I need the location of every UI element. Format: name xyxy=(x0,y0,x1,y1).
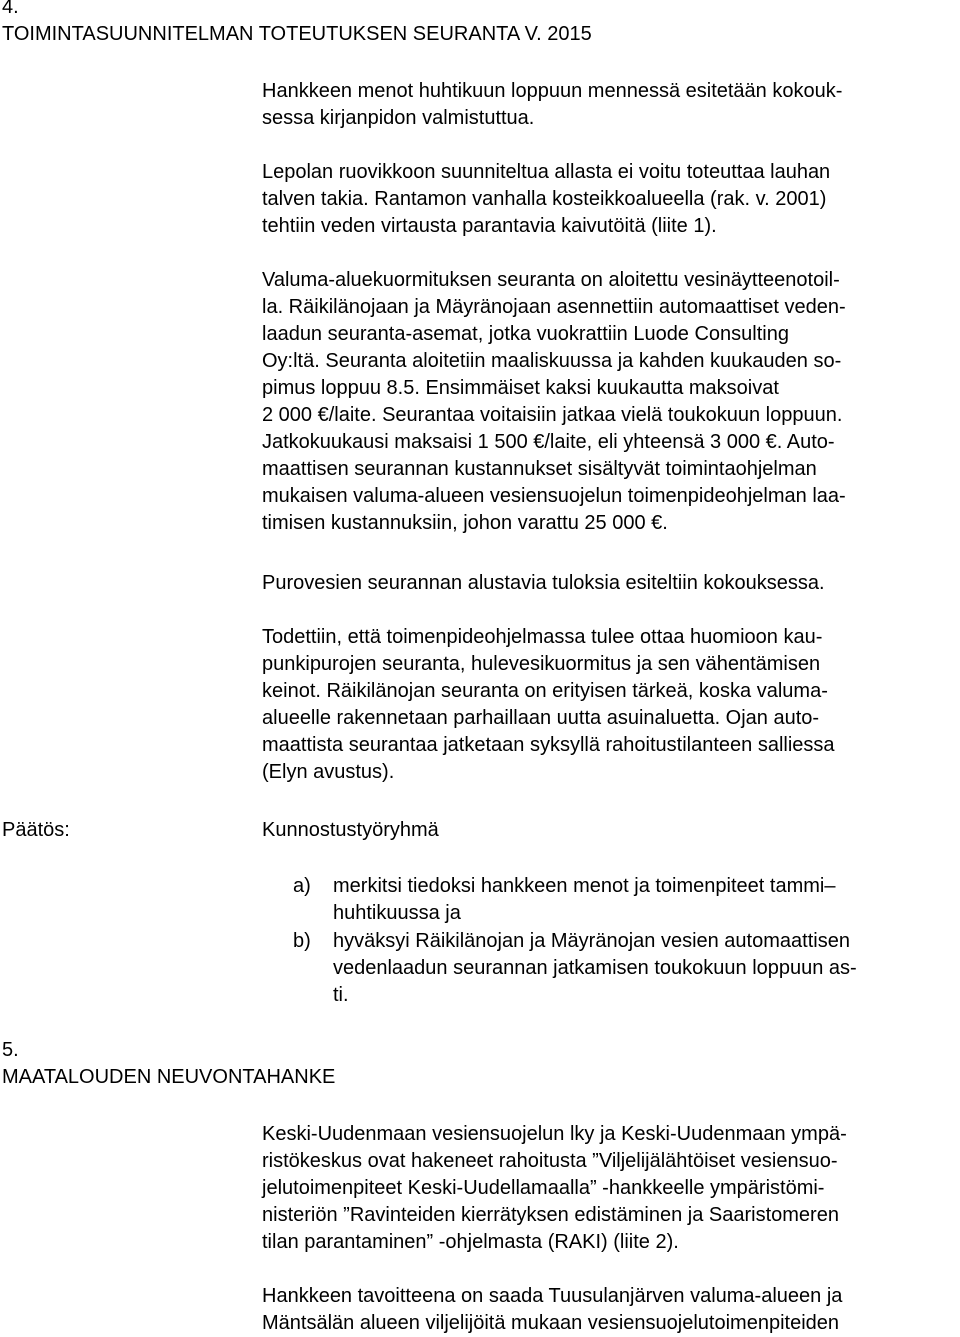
text-line: timisen kustannuksiin, johon varattu 25 000 €. xyxy=(262,512,668,534)
text-line: ti. xyxy=(333,984,349,1006)
section-5-title: MAATALOUDEN NEUVONTAHANKE xyxy=(2,1066,336,1088)
section-4-title: TOIMINTASUUNNITELMAN TOTEUTUKSEN SEURANTA V. 2015 xyxy=(2,23,592,45)
text-line: Keski-Uudenmaan vesiensuojelun lky ja Keski-Uudenmaan ympä- xyxy=(262,1123,847,1145)
list-marker: a) xyxy=(293,875,311,897)
text-line: maattista seurantaa jatketaan syksyllä rahoitustilanteen salliessa xyxy=(262,734,835,756)
text-line: tilan parantaminen” -ohjelmasta (RAKI) (liite 2). xyxy=(262,1231,679,1253)
text-line: mukaisen valuma-alueen vesiensuojelun toimenpideohjelman laa- xyxy=(262,485,846,507)
text-line: vedenlaadun seurannan jatkamisen toukokuun loppuun as- xyxy=(333,957,857,979)
list-item-text xyxy=(333,928,953,1009)
text-line: pimus loppuu 8.5. Ensimmäiset kaksi kuukautta maksoivat xyxy=(262,377,779,399)
text-line: ristökeskus ovat hakeneet rahoitusta ”Viljelijälähtöiset vesiensuo- xyxy=(262,1150,838,1172)
text-line: Todettiin, että toimenpideohjelmassa tulee ottaa huomioon kau- xyxy=(262,626,823,648)
section-4-paragraph-5 xyxy=(262,624,952,786)
section-4-paragraph-2 xyxy=(262,159,952,240)
text-line: keinot. Räikilänojan seuranta on erityisen tärkeä, koska valuma- xyxy=(262,680,828,702)
text-line: (Elyn avustus). xyxy=(262,761,395,783)
section-5-paragraph-2 xyxy=(262,1283,952,1337)
section-5-number: 5. xyxy=(2,1039,19,1061)
text-line: Lepolan ruovikkoon suunniteltua allasta ei voitu toteuttaa lauhan xyxy=(262,161,831,183)
text-line: hyväksyi Räikilänojan ja Mäyränojan vesien automaattisen xyxy=(333,930,850,952)
text-line: Oy:ltä. Seuranta aloitetiin maaliskuussa ja kahden kuukauden so- xyxy=(262,350,842,372)
text-line: Hankkeen tavoitteena on saada Tuusulanjärven valuma-alueen ja xyxy=(262,1285,843,1307)
text-line: sessa kirjanpidon valmistuttua. xyxy=(262,107,535,129)
text-line: punkipurojen seuranta, hulevesikuormitus ja sen vähentämisen xyxy=(262,653,821,675)
decision-body: Kunnostustyöryhmä xyxy=(262,819,439,841)
section-4-paragraph-4 xyxy=(262,570,952,597)
section-4-number: 4. xyxy=(2,0,19,18)
decision-label: Päätös: xyxy=(2,819,70,841)
section-4-paragraph-3 xyxy=(262,267,952,537)
text-line: Jatkokuukausi maksaisi 1 500 €/laite, eli yhteensä 3 000 €. Auto- xyxy=(262,431,835,453)
text-line: huhtikuussa ja xyxy=(333,902,461,924)
list-item-text xyxy=(333,873,953,927)
list-marker: b) xyxy=(293,930,311,952)
text-line: talven takia. Rantamon vanhalla kosteikkoalueella (rak. v. 2001) xyxy=(262,188,827,210)
section-4-paragraph-1 xyxy=(262,78,952,132)
text-line: Valuma-aluekuormituksen seuranta on aloitettu vesinäytteenotoil- xyxy=(262,269,840,291)
text-line: alueelle rakennetaan parhaillaan uutta asuinaluetta. Ojan auto- xyxy=(262,707,820,729)
text-line: laadun seuranta-asemat, jotka vuokrattiin Luode Consulting xyxy=(262,323,789,345)
text-line: tehtiin veden virtausta parantavia kaivutöitä (liite 1). xyxy=(262,215,717,237)
text-line: Purovesien seurannan alustavia tuloksia esiteltiin kokouksessa. xyxy=(262,572,825,594)
text-line: 2 000 €/laite. Seurantaa voitaisiin jatkaa vielä toukokuun loppuun. xyxy=(262,404,843,426)
text-line: jelutoimenpiteet Keski-Uudellamaalla” -hankkeelle ympäristömi- xyxy=(262,1177,825,1199)
text-line: nisteriön ”Ravinteiden kierrätyksen edistäminen ja Saaristomeren xyxy=(262,1204,839,1226)
text-line: merkitsi tiedoksi hankkeen menot ja toimenpiteet tammi– xyxy=(333,875,836,897)
section-5-paragraph-1 xyxy=(262,1121,952,1256)
text-line: la. Räikilänojaan ja Mäyränojaan asennettiin automaattiset veden- xyxy=(262,296,846,318)
text-line: maattisen seurannan kustannukset sisältyvät toimintaohjelman xyxy=(262,458,817,480)
text-line: Mäntsälän alueen viljelijöitä mukaan vesiensuojelutoimenpiteiden xyxy=(262,1312,840,1334)
text-line: Hankkeen menot huhtikuun loppuun mennessä esitetään kokouk- xyxy=(262,80,843,102)
